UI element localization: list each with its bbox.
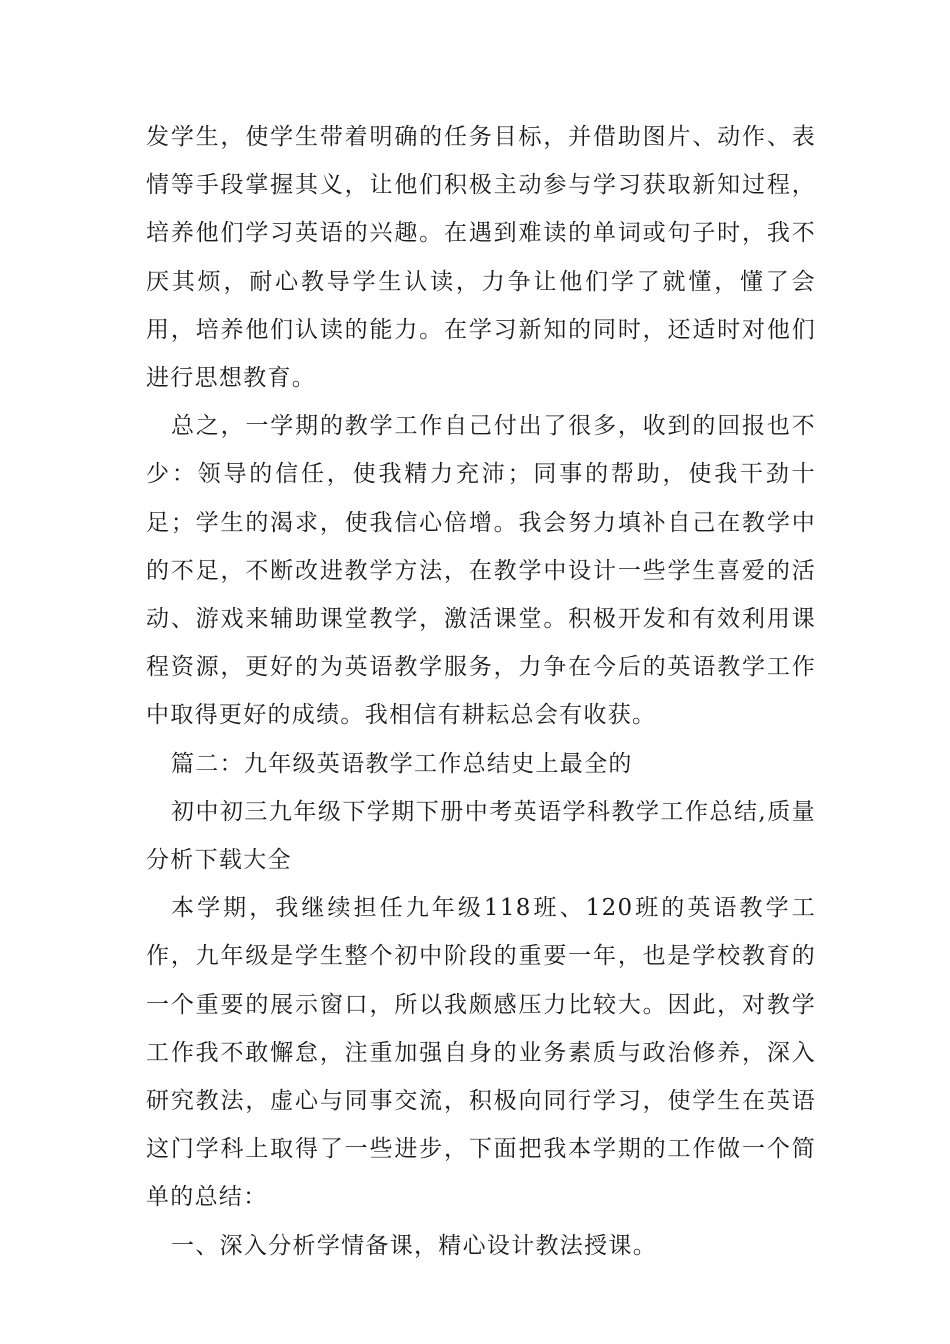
- paragraph-continuation: 发学生，使学生带着明确的任务目标，并借助图片、动作、表情等手段掌握其义，让他们积极主动参与学习获取新知过程，培养他们学习英语的兴趣。在遇到难读的单词或句子时，我不厌其烦，耐心教导学生认读，力争让他们学了就懂，懂了会用，培养他们认读的能力。在学习新知的同时，还适时对他们进行思想教育。: [146, 124, 816, 392]
- paragraph-conclusion: 总之，一学期的教学工作自己付出了很多，收到的回报也不少：领导的信任，使我精力充沛；同事的帮助，使我干劲十足；学生的渴求，使我信心倍增。我会努力填补自己在教学中的不足，不断改进教学方法，在教学中设计一些学生喜爱的活动、游戏来辅助课堂教学，激活课堂。积极开发和有效利用课程资源，更好的为英语教学服务，力争在今后的英语教学工作中取得更好的成绩。我相信有耕耘总会有收获。: [146, 413, 816, 729]
- section-heading: 篇二：九年级英语教学工作总结史上最全的: [171, 750, 633, 777]
- subtitle-line: 初中初三九年级下学期下册中考英语学科教学工作总结,质量分析下载大全: [146, 798, 816, 874]
- subsection-heading: 一、深入分析学情备课，精心设计教法授课。: [171, 1232, 657, 1259]
- document-body: [146, 113, 816, 1270]
- paragraph-intro: 本学期，我继续担任九年级118班、120班的英语教学工作，九年级是学生整个初中阶段的重要一年，也是学校教育的一个重要的展示窗口，所以我颇感压力比较大。因此，对教学工作我不敢懈怠，注重加强自身的业务素质与政治修养，深入研究教法，虚心与同事交流，积极向同行学习，使学生在英语这门学科上取得了一些进步，下面把我本学期的工作做一个简单的总结：: [146, 895, 816, 1211]
